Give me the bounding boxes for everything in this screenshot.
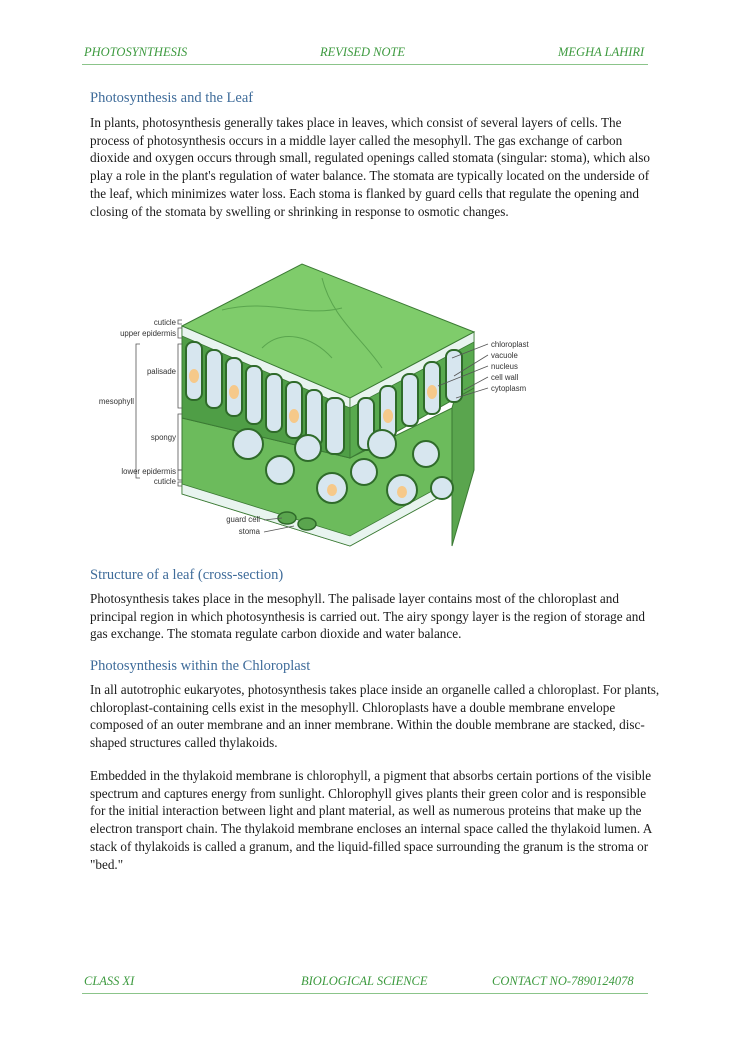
- label-palisade: palisade: [146, 367, 176, 376]
- footer-center: BIOLOGICAL SCIENCE: [301, 974, 428, 988]
- label-cell-wall: cell wall: [491, 373, 519, 382]
- header-right: MEGHA LAHIRI: [558, 45, 645, 59]
- header-center: REVISED NOTE: [320, 45, 406, 59]
- label-chloroplast: chloroplast: [491, 340, 529, 349]
- label-spongy: spongy: [150, 433, 176, 442]
- header-left: PHOTOSYNTHESIS: [84, 45, 188, 59]
- section-heading: Photosynthesis and the Leaf: [90, 90, 254, 106]
- label-vacuole: vacuole: [491, 351, 518, 360]
- footer-right: CONTACT NO-7890124078: [492, 974, 634, 988]
- label-lower-epidermis: lower epidermis: [121, 467, 176, 476]
- label-cytoplasm: cytoplasm: [491, 384, 527, 393]
- label-guard-cell: guard cell: [226, 515, 260, 524]
- page-footer: [82, 973, 648, 994]
- paragraph: Embedded in the thylakoid membrane is chlorophyll, a pigment that absorbs certain portions of the visible spectrum and captures energy from sunlight. Chlorophyll gives plants their green color and is responsible for the initial interaction between light and plant material, as well as numerous proteins that make up the electron transport chain. The thylakoid membrane encloses an internal space called the thylakoid lumen. A stack of thylakoids is called a granum, and the liquid-filled space surrounding the granum is the stroma or "bed.": [90, 768, 652, 872]
- label-cuticle-bottom: cuticle: [153, 477, 176, 486]
- leaf-diagram: [82, 258, 582, 558]
- label-upper-epidermis: upper epidermis: [120, 329, 176, 338]
- page-header: [82, 44, 648, 65]
- paragraph: Photosynthesis takes place in the mesophyll. The palisade layer contains most of the chloroplast and principal region in which photosynthesis is carried out. The airy spongy layer is the region of storage and gas exchange. The stomata regulate carbon dioxide and water balance.: [90, 591, 645, 642]
- leaf-cross-section-figure: [82, 258, 582, 558]
- label-cuticle-top: cuticle: [153, 318, 176, 327]
- section-heading: Photosynthesis within the Chloroplast: [90, 658, 311, 674]
- section-heading: Structure of a leaf (cross-section): [90, 567, 284, 583]
- paragraph: In plants, photosynthesis generally takes place in leaves, which consist of several layers of cells. The process of photosynthesis occurs in a middle layer called the mesophyll. The gas exchange of carbon dioxide and oxygen occurs through small, regulated openings called stomata (singular: stoma), which also play a role in the plant's regulation of water balance. The stomata are typically located on the underside of the leaf, which minimizes water loss. Each stoma is flanked by guard cells that regulate the opening and closing of the stomata by swelling or shrinking in response to osmotic changes.: [90, 115, 650, 219]
- label-nucleus: nucleus: [491, 362, 518, 371]
- footer-left: CLASS XI: [84, 974, 135, 988]
- paragraph: In all autotrophic eukaryotes, photosynthesis takes place inside an organelle called a chloroplast. For plants, chloroplast-containing cells exist in the mesophyll. Chloroplasts have a double membrane envelope composed of an outer membrane and an inner membrane. Within the double membrane are stacked, disc-shaped structures called thylakoids.: [90, 682, 660, 751]
- label-stoma: stoma: [238, 527, 260, 536]
- label-mesophyll: mesophyll: [98, 397, 134, 406]
